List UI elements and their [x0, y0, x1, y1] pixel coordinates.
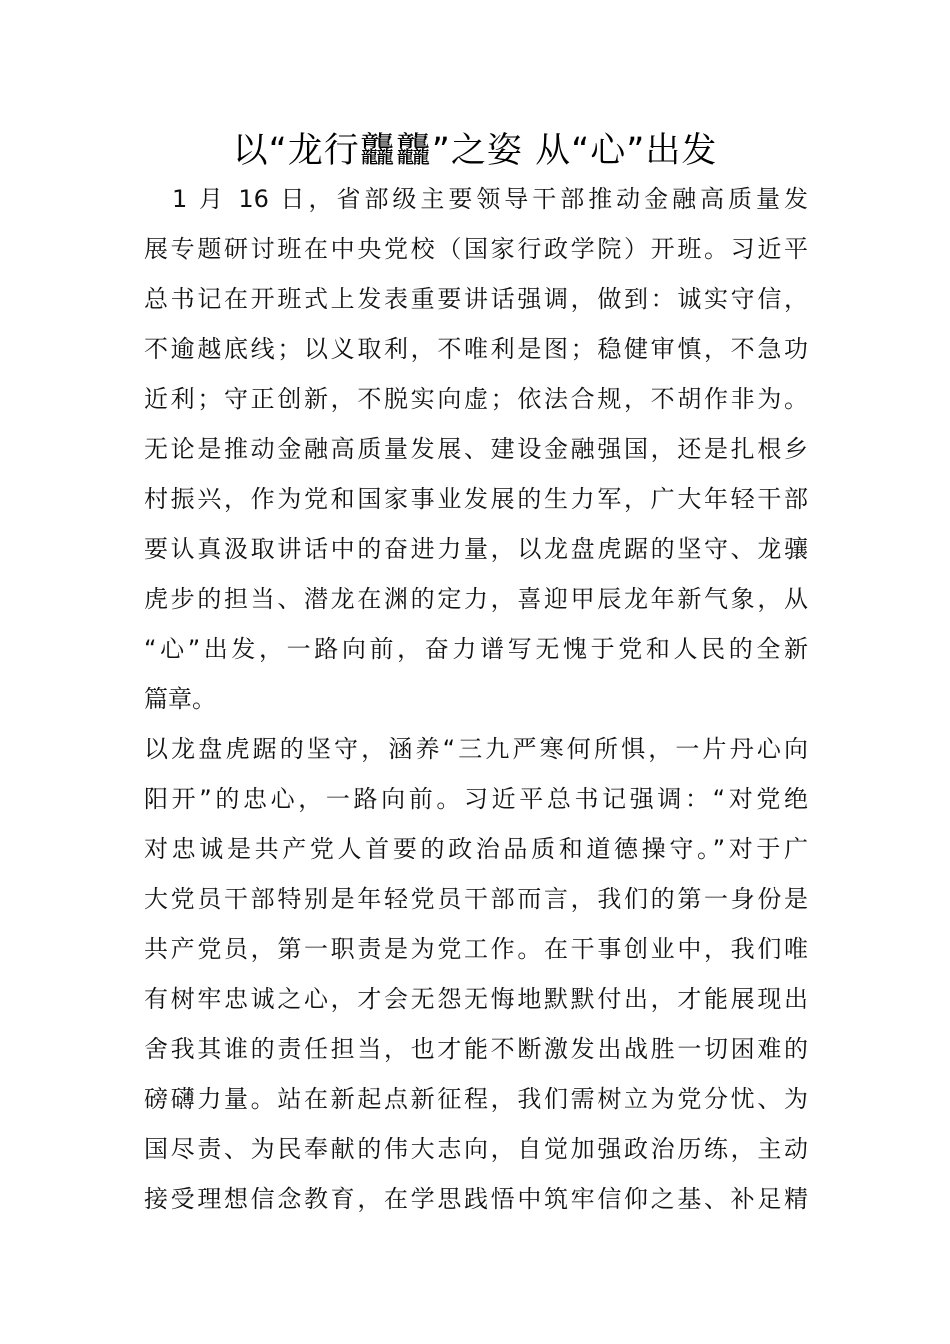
paragraph-2-line: 接受理想信念教育，在学思践悟中筑牢信仰之基、补足精 — [144, 1185, 808, 1213]
paragraph-2-line: 大党员干部特别是年轻党员干部而言，我们的第一身份是 — [144, 885, 808, 913]
document-title: 以“龙行龘龘”之姿 从“心”出发 — [232, 131, 718, 171]
paragraph-2-line: 有树牢忠诚之心，才会无怨无悔地默默付出，才能展现出 — [144, 985, 808, 1013]
paragraph-1-line: 总书记在开班式上发表重要讲话强调，做到：诚实守信， — [144, 285, 808, 313]
paragraph-2-line: 阳开”的忠心，一路向前。习近平总书记强调：“对党绝 — [144, 785, 808, 813]
paragraph-1-line: 篇章。 — [144, 685, 216, 713]
paragraph-1-line: 展专题研讨班在中央党校（国家行政学院）开班。习近平 — [144, 235, 808, 263]
paragraph-1-line: 无论是推动金融高质量发展、建设金融强国，还是扎根乡 — [144, 435, 808, 463]
paragraph-2-line: 国尽责、为民奉献的伟大志向，自觉加强政治历练，主动 — [144, 1135, 808, 1163]
paragraph-1-line: 虎步的担当、潜龙在渊的定力，喜迎甲辰龙年新气象，从 — [144, 585, 808, 613]
paragraph-2-line: 对忠诚是共产党人首要的政治品质和道德操守。”对于广 — [144, 835, 808, 863]
paragraph-1-line: 近利；守正创新，不脱实向虚；依法合规，不胡作非为。 — [144, 385, 808, 413]
paragraph-2-line: 磅礴力量。站在新起点新征程，我们需树立为党分忧、为 — [144, 1085, 808, 1113]
paragraph-1-line: 1 月 16 日，省部级主要领导干部推动金融高质量发 — [144, 185, 808, 213]
paragraph-1-line: “心”出发，一路向前，奋力谱写无愧于党和人民的全新 — [144, 635, 808, 663]
paragraph-2-line: 以龙盘虎踞的坚守，涵养“三九严寒何所惧，一片丹心向 — [144, 735, 808, 763]
paragraph-2-line: 舍我其谁的责任担当，也才能不断激发出战胜一切困难的 — [144, 1035, 808, 1063]
paragraph-1-line: 不逾越底线；以义取利，不唯利是图；稳健审慎，不急功 — [144, 335, 808, 363]
paragraph-2-line: 共产党员，第一职责是为党工作。在干事创业中，我们唯 — [144, 935, 808, 963]
paragraph-1-line: 村振兴，作为党和国家事业发展的生力军，广大年轻干部 — [144, 485, 808, 513]
paragraph-1-line: 要认真汲取讲话中的奋进力量，以龙盘虎踞的坚守、龙骧 — [144, 535, 808, 563]
